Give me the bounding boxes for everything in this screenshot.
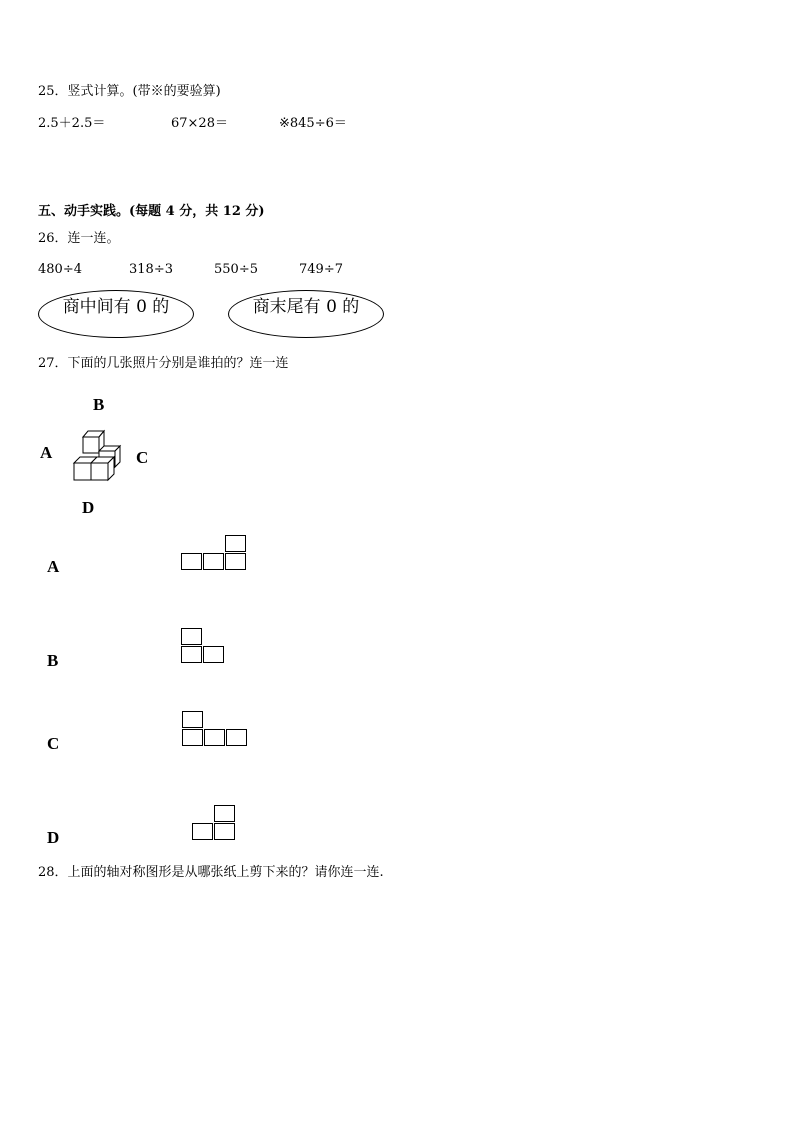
q27-title: 27．下面的几张照片分别是谁拍的？连一连	[38, 356, 289, 371]
photo-label-a: A	[47, 557, 60, 576]
oval-label-middle-zero: 商中间有 0 的	[62, 297, 170, 317]
oval-label-end-zero: 商末尾有 0 的	[252, 297, 360, 317]
photo-label-c: C	[47, 734, 60, 753]
q26-expression-1: 480÷4	[38, 262, 82, 277]
photo-b-shape	[181, 628, 229, 666]
q25-item-1: 2.5＋2.5＝	[38, 116, 106, 131]
section-5-heading: 五、动手实践。(每题 4 分，共 12 分)	[38, 204, 265, 219]
view-label-a: A	[40, 443, 53, 462]
q26-expression-4: 749÷7	[299, 262, 343, 277]
cube-stack-figure	[70, 425, 122, 485]
photo-label-d: D	[47, 828, 60, 847]
q26-expression-2: 318÷3	[129, 262, 173, 277]
q25-item-2: 67×28＝	[171, 116, 228, 131]
q25-title: 25．竖式计算。(带※的要验算)	[38, 84, 221, 99]
q25-item-3: ※845÷6＝	[279, 116, 347, 131]
photo-label-b: B	[47, 651, 59, 670]
photo-d-shape	[192, 805, 240, 843]
q28-title: 28．上面的轴对称图形是从哪张纸上剪下来的？请你连一连.	[38, 865, 384, 880]
oval-quotient-middle-zero	[38, 290, 194, 338]
view-label-d: D	[82, 498, 95, 517]
view-label-b: B	[93, 395, 105, 414]
oval-quotient-end-zero	[228, 290, 384, 338]
q26-expression-3: 550÷5	[214, 262, 258, 277]
view-label-c: C	[136, 448, 149, 467]
photo-a-shape	[181, 535, 251, 573]
q26-title: 26．连一连。	[38, 231, 120, 246]
photo-c-shape	[182, 711, 252, 749]
